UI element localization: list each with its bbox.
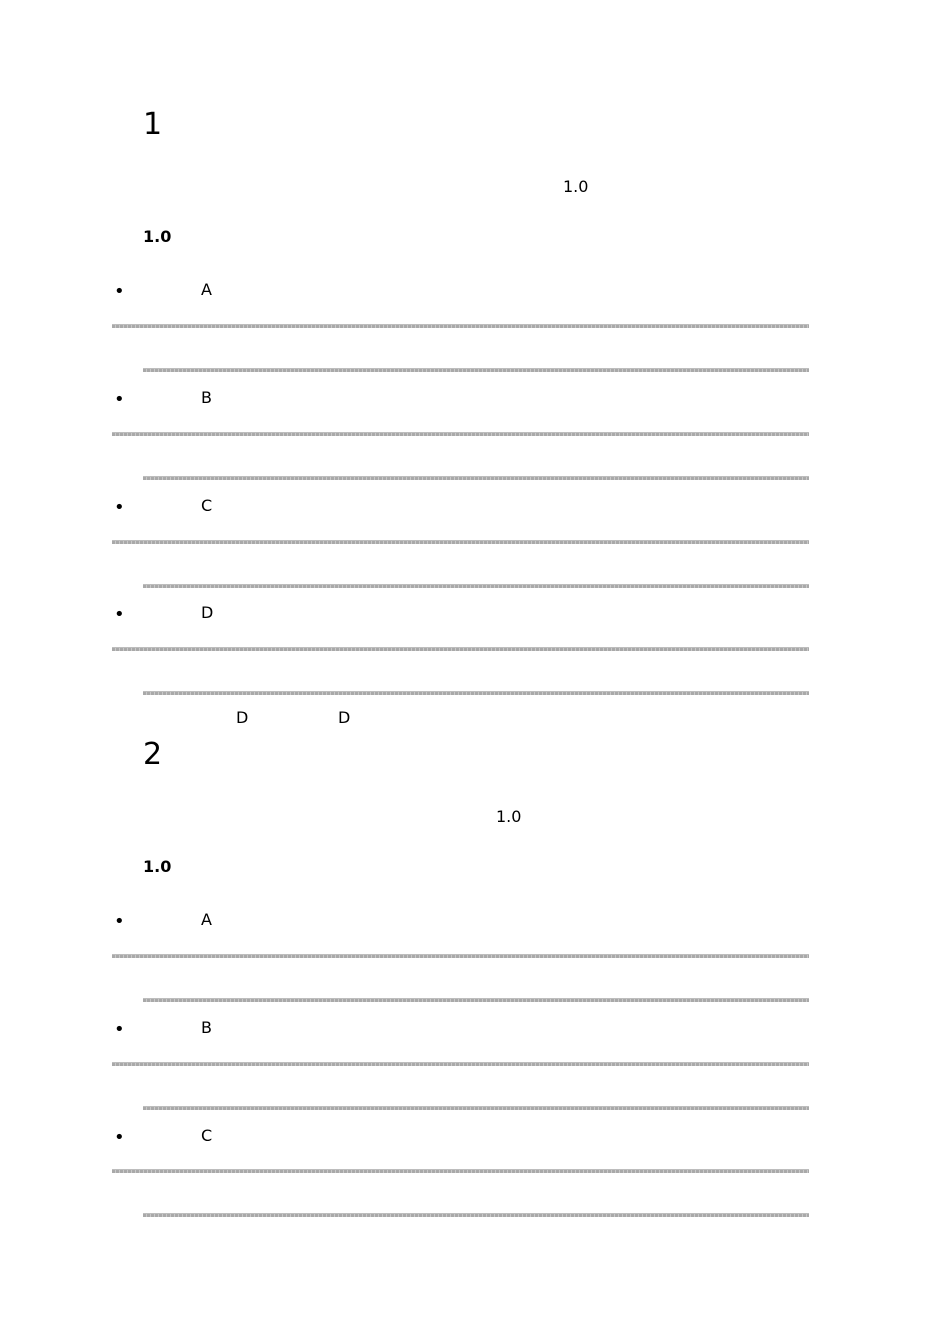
question-2-option-c-letter[interactable]: C (201, 1126, 213, 1145)
bullet-icon: • (114, 911, 125, 932)
answer-line (112, 647, 809, 651)
answer-line (112, 1062, 809, 1066)
question-1-number: 1 (143, 107, 163, 142)
answer-line (143, 368, 809, 372)
question-1-correct-letter: D (338, 708, 351, 727)
question-2-score-label: 1.0 (143, 857, 172, 876)
question-1-score-label: 1.0 (143, 227, 172, 246)
answer-line (112, 324, 809, 328)
question-1-score-top: 1.0 (563, 177, 589, 196)
answer-line (143, 476, 809, 480)
answer-line (143, 998, 809, 1002)
answer-line (143, 691, 809, 695)
answer-line (143, 584, 809, 588)
answer-line (112, 954, 809, 958)
answer-line (112, 540, 809, 544)
bullet-icon: • (114, 497, 125, 518)
question-2-score-top: 1.0 (496, 807, 522, 826)
bullet-icon: • (114, 1127, 125, 1148)
question-2-number: 2 (143, 737, 163, 772)
bullet-icon: • (114, 604, 125, 625)
question-1-answer-letter: D (236, 708, 249, 727)
answer-line (112, 432, 809, 436)
answer-line (112, 1169, 809, 1173)
answer-line (143, 1106, 809, 1110)
question-1-option-d-letter[interactable]: D (201, 603, 214, 622)
question-2-option-a-letter[interactable]: A (201, 910, 212, 929)
answer-line (143, 1213, 809, 1217)
question-1-option-a-letter[interactable]: A (201, 280, 212, 299)
bullet-icon: • (114, 389, 125, 410)
question-1-option-b-letter[interactable]: B (201, 388, 212, 407)
bullet-icon: • (114, 281, 125, 302)
question-2-option-b-letter[interactable]: B (201, 1018, 212, 1037)
bullet-icon: • (114, 1019, 125, 1040)
question-1-option-c-letter[interactable]: C (201, 496, 213, 515)
